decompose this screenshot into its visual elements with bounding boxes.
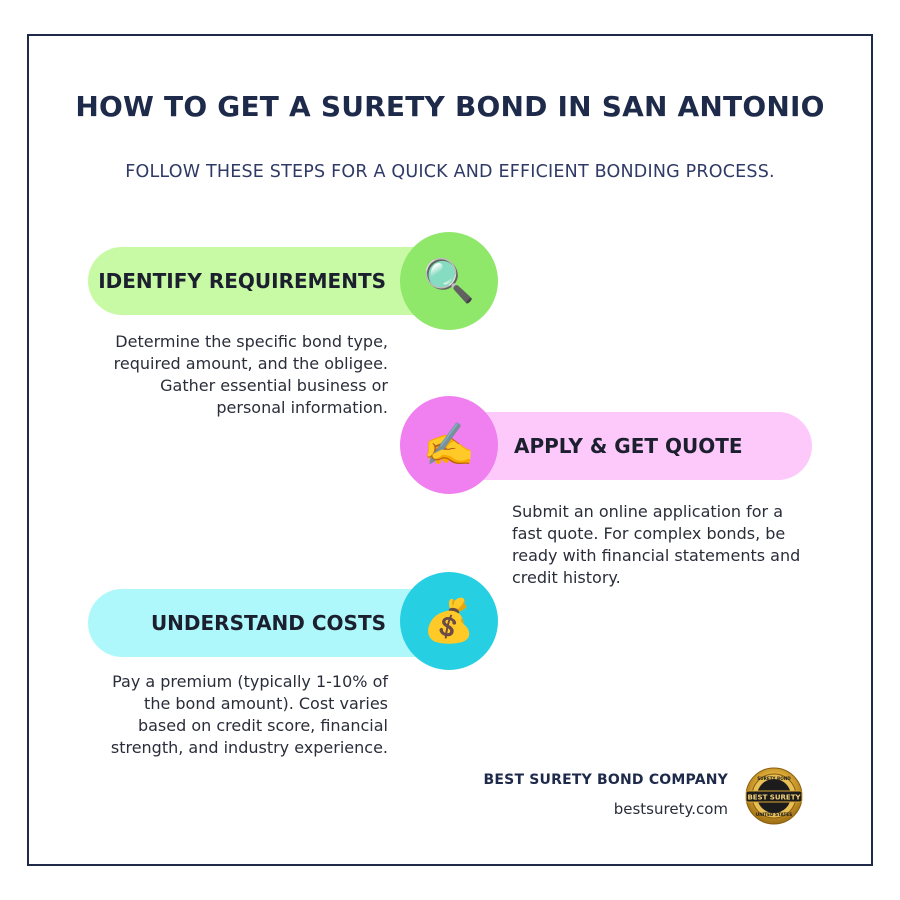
step-label: APPLY & GET QUOTE: [514, 434, 743, 458]
step-description: Submit an online application for a fast quote. For complex bonds, be ready with financial statements and credit history.: [512, 502, 801, 587]
page-title: HOW TO GET A SURETY BOND IN SAN ANTONIO: [75, 90, 825, 123]
magnifying-glass-icon: [400, 232, 498, 330]
seal-top-text: SURETY BOND: [757, 776, 791, 781]
step-description: Pay a premium (typically 1-10% of the bond amount). Cost varies based on credit score, financial strength, and industry experience.: [110, 672, 388, 757]
step-label: IDENTIFY REQUIREMENTS: [98, 269, 386, 293]
step-description: Determine the specific bond type, required amount, and the obligee. Gather essential business or personal information.: [113, 332, 388, 417]
company-website-link[interactable]: bestsurety.com: [613, 800, 728, 818]
seal-bottom-text: UNITED STATES: [755, 812, 793, 817]
step-glyph: 💰: [422, 596, 476, 645]
step-glyph: ✍️: [422, 420, 476, 469]
step-glyph: 🔍: [422, 256, 476, 305]
money-bag-icon: [400, 572, 498, 670]
step-label: UNDERSTAND COSTS: [150, 611, 386, 635]
page-subtitle: FOLLOW THESE STEPS FOR A QUICK AND EFFICIENT BONDING PROCESS.: [125, 162, 775, 182]
seal-text: BEST SURETY: [747, 793, 801, 802]
best-surety-seal-logo: [742, 767, 806, 825]
company-name: BEST SURETY BOND COMPANY: [483, 772, 728, 788]
writing-hand-icon: [400, 396, 498, 494]
